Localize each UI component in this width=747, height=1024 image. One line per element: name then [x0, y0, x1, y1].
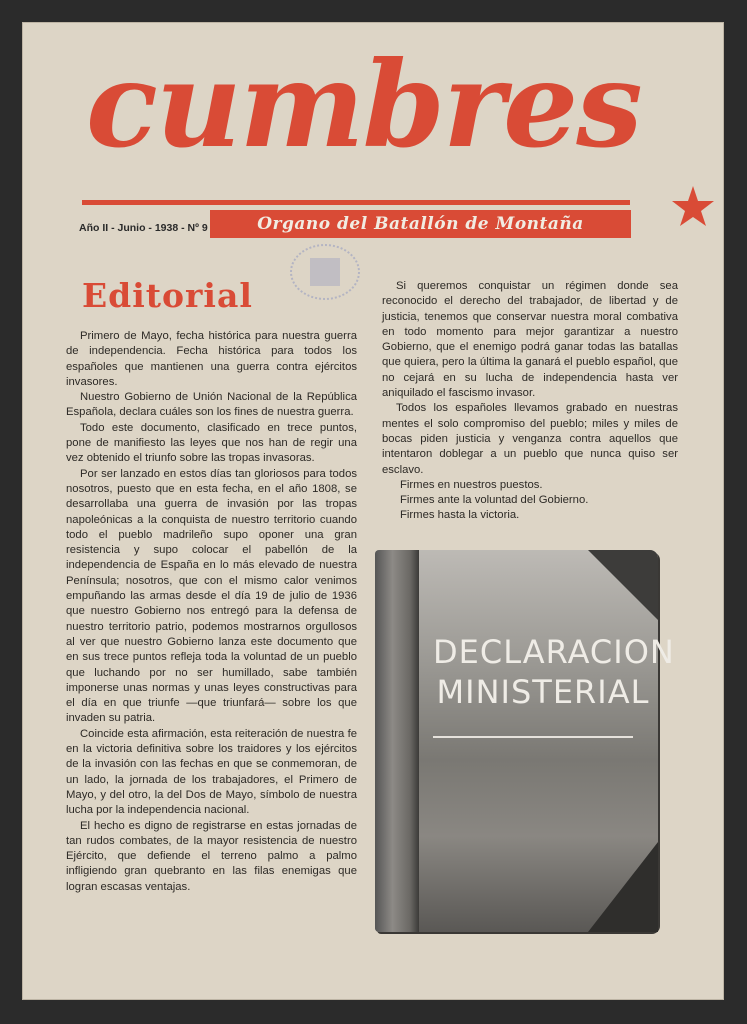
book-spine [375, 550, 419, 932]
closing-line: Firmes en nuestros puestos. [400, 478, 543, 491]
stamp-emblem [310, 258, 340, 286]
book-title [433, 632, 675, 712]
paragraph: Coincide esta afirmación, esta reiteración de nuestra fe en la victoria definitiva sobre los traidores y los ejércitos de la invasión con las fechas en que se conmemoran, de un lado, la jornada de los trabajadores, el Primero de Mayo, y del otro, la del Dos de Mayo, símbolo de nuestra lucha por la independencia nacional. [66, 727, 357, 817]
masthead [82, 35, 672, 212]
paragraph: Todos los españoles llevamos grabado en nuestras mentes el solo compromiso del pueblo; miles y miles de bocas piden justicia y venganza contra aquellos que intentaron doblegar a un pueblo que nunca quiso ser esclavo. [382, 402, 678, 476]
book-corner [588, 842, 658, 932]
editorial-heading: Editorial [82, 276, 253, 315]
issue-line: Año II - Junio - 1938 - Nº 9 [79, 222, 208, 234]
book-title-line: MINISTERIAL [436, 673, 650, 711]
book-title-line: DECLARACION [433, 633, 675, 671]
closing-line: Firmes ante la voluntad del Gobierno. [400, 494, 589, 507]
masthead-subtitle: Organo del Batallón de Montaña [210, 210, 631, 238]
left-column [66, 329, 357, 895]
closing-line: Firmes hasta la victoria. [400, 509, 520, 522]
masthead-logo: cumbres [86, 35, 641, 174]
paragraph: Todo este documento, clasificado en trece puntos, pone de manifiesto las leyes que nos han de regir una vez obtenido el triunfo sobre las tropas invasoras. [66, 421, 357, 465]
paragraph: El hecho es digno de registrarse en estas jornadas de tan rudos combates, de la mayor resistencia de nuestro Ejército, que defiende el terreno palmo a palmo infligiendo gran quebranto en las filas enemigas que logran escasas ventajas. [66, 819, 357, 893]
library-stamp [290, 244, 360, 300]
paragraph: Por ser lanzado en estos días tan gloriosos para todos nosotros, puesto que en esta fecha, en el año 1808, se desarrollaba una guerra de invasión por las tropas napoleónicas a la conquista de nuestro territorio cuando todo el pueblo madrileño supo oponer una gran resistencia y supo colocar el pabellón de la independencia de España en lo más elevado de nuestra Península; nosotros, que con el mismo calor venimos empuñando las armas desde el día 19 de julio de 1936 que nuestro Gobierno nos entregó para la defensa de nuestro territorio patrio, podemos mostrarnos orgullosos al ver que nuestro Gobierno lanza este documento que en sus trece puntos refleja toda la voluntad de un pueblo que luchando por no ser humillado, sabe también imponerse unas normas y unas leyes constructivas para el día en que triunfe —que triunfará— sobre los que invaden su patria. [66, 467, 357, 725]
star-icon [670, 184, 716, 228]
right-column [382, 279, 678, 524]
masthead-rule [82, 200, 630, 205]
paragraph: Primero de Mayo, fecha histórica para nuestra guerra de independencia. Fecha histórica para todos los españoles que mantienen una guerra contra ejércitos invasores. [66, 330, 357, 388]
paragraph: Nuestro Gobierno de Unión Nacional de la República Española, declara cuáles son los fines de nuestra guerra. [66, 391, 357, 419]
book-illustration [375, 550, 675, 932]
paragraph: Si queremos conquistar un régimen donde sea reconocido el derecho del trabajador, de libertad y de justicia, tenemos que conservar nuestra moral combativa en todo momento para mejor garantizar a nuestro Gobierno, que el enemigo podrá ganar todas las batallas que quiera, pero la última la ganará el pueblo español, que no cejará en su lucha de independencia hasta ver aniquilado el fascismo invasor. [382, 280, 678, 400]
book-corner [588, 550, 658, 620]
book-title-underline [433, 736, 633, 738]
newspaper-page [22, 22, 724, 1000]
